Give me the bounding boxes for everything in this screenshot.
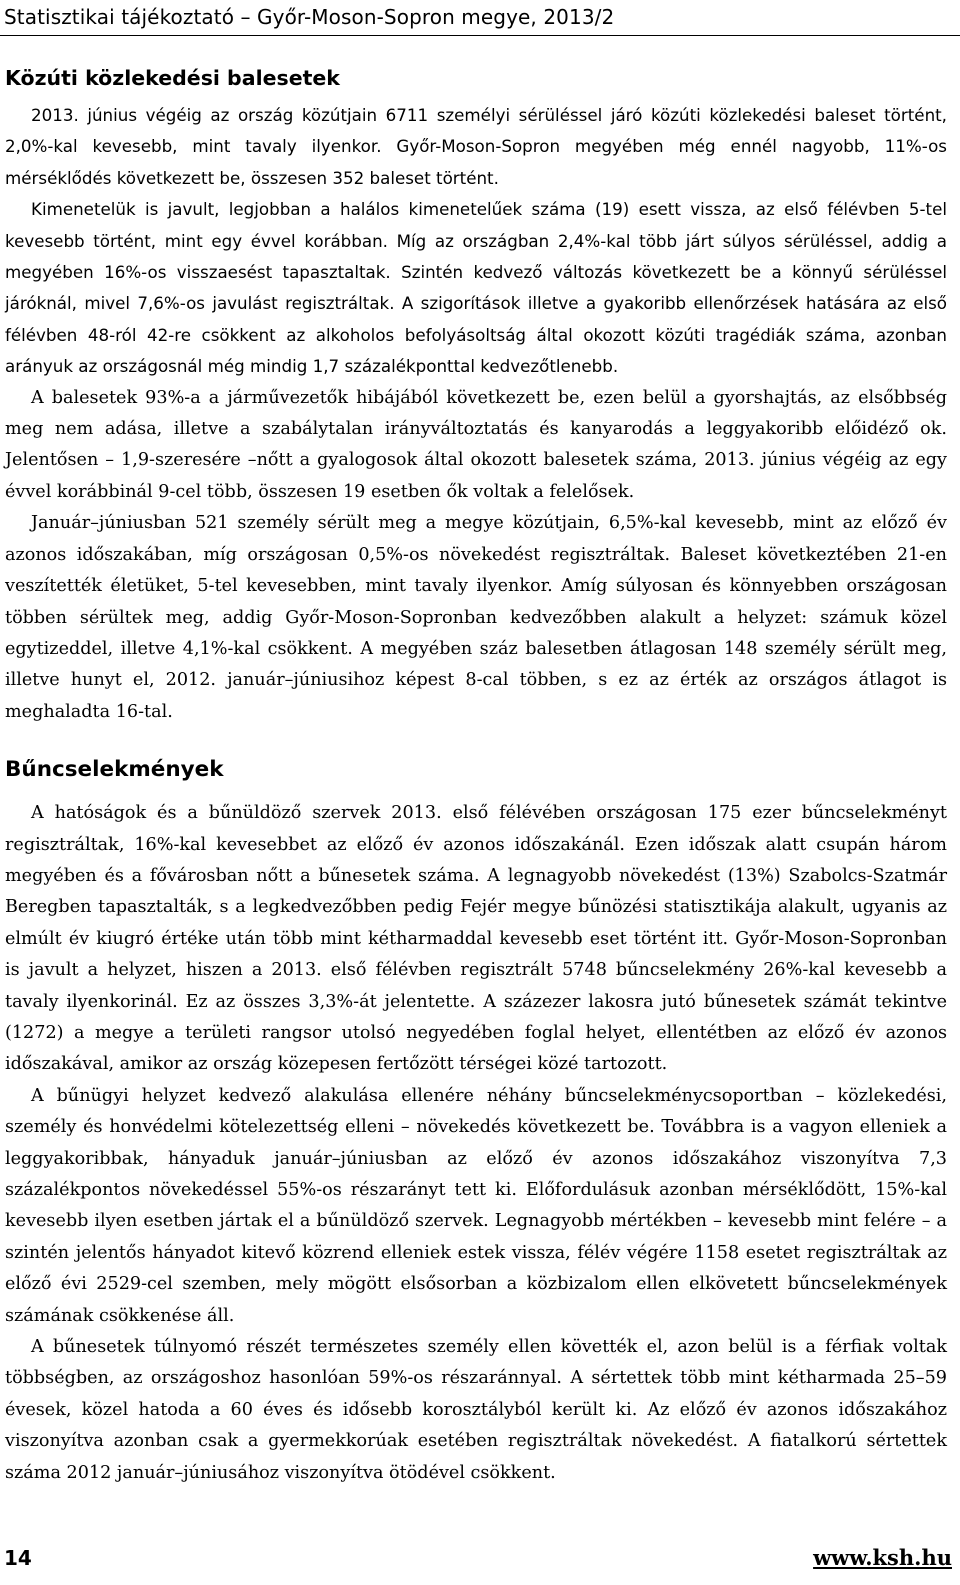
section-title-crimes: Bűncselekmények xyxy=(5,757,224,783)
page-footer xyxy=(0,1540,960,1585)
paragraph: A hatóságok és a bűnüldöző szervek 2013. első félévében országosan 175 ezer bűncselekményt regisztráltak, 16%-kal kevesebbet az előző év azonos időszakánál. Ezen időszak alatt csupán három megyében és a fővárosban nőtt a bűnesetek száma. A legnagyobb növekedést (13%) Szabolcs-Szatmár Beregben tapasztalták, s a legkedvezőbben pedig Fejér megye bűnözési statisztikája alakult, ugyanis az elmúlt év kiugró értéke után több mint kétharmaddal kevesebb eset történt itt. Győr-Moson-Sopronban is javult a helyzet, hiszen a 2013. első félévben regisztrált 5748 bűncselekmény 26%-kal kevesebb a tavaly ilyenkorinál. Ez az összes 3,3%-át jelentette. A százezer lakosra jutó bűnesetek számát tekintve (1272) a megye a területi rangsor utolsó negyedében foglal helyet, ellentétben az előző év azonos időszakával, amikor az ország közepesen fertőzött térségei közé tartozott. xyxy=(5,803,947,1075)
paragraph: A balesetek 93%-a a járművezetők hibájából következett be, ezen belül a gyorshajtás, az elsőbbség meg nem adása, illetve a szabálytalan irányváltoztatás és kanyarodás a leggyakoribb előidéző ok. Jelentősen – 1,9-szeresére –nőtt a gyalogosok által okozott balesetek száma, 2013. június végéig az egy évvel korábbinál 9-cel több, összesen 19 esetben ők voltak a felelősek. xyxy=(5,387,947,502)
page-number: 14 xyxy=(4,1546,32,1570)
page-content xyxy=(5,52,947,1489)
running-header-title: Statisztikai tájékoztató – Győr-Moson-Sopron megye, 2013/2 xyxy=(4,5,615,29)
paragraph: Kimenetelük is javult, legjobban a halálos kimenetelűek száma (19) esett vissza, az első félévben 5-tel kevesebb történt, mint egy évvel korábban. Míg az országban 2,4%-kal több járt súlyos sérüléssel, addig a megyében 16%-os visszaesést tapasztaltak. Szintén kedvező változás következett be a könnyű sérüléssel járóknál, mivel 7,6%-os javulást regisztráltak. A szigorítások illetve a gyakoribb ellenőrzések hatására az első félévben 48-ról 42-re csökkent az alkoholos befolyásoltság által okozott közúti tragédiák száma, azonban arányuk az országosnál még mindig 1,7 százalékponttal kedvezőtlenebb. xyxy=(5,199,947,377)
paragraph: A bűnesetek túlnyomó részét természetes személy ellen követték el, azon belül is a férfiak voltak többségben, az országoshoz hasonlóan 59%-os részaránnyal. A sértettek több mint kétharmada 25–59 évesek, közel hatoda a 60 éves és idősebb korosztályból került ki. Az előző év azonos időszakához viszonyítva azonban csak a gyermekkorúak esetében regisztráltak növekedést. A fiatalkorú sértettek száma 2012 január–júniusához viszonyítva ötödével csökkent. xyxy=(5,1337,947,1483)
paragraph: Január–júniusban 521 személy sérült meg a megye közútjain, 6,5%-kal kevesebb, mint az előző év azonos időszakában, míg országosan 0,5%-os növekedést regisztráltak. Baleset következtében 21-en veszítették életüket, 5-tel kevesebben, mint tavaly ilyenkor. Amíg súlyosan és könnyebben országosan többen sérültek meg, addig Győr-Moson-Sopronban kedvezőbben alakult a helyzet: számuk közel egytizeddel, illetve 4,1%-kal csökkent. A megyében száz balesetben átlagosan 148 személy sérült meg, illetve hunyt el, 2012. január–júniusihoz képest 8-cal többen, s ez az érték az országos átlagot is meghaladta 16-tal. xyxy=(5,513,947,722)
paragraph: 2013. június végéig az ország közútjain 6711 személyi sérüléssel járó közúti közlekedési baleset történt, 2,0%-kal kevesebb, mint tavaly ilyenkor. Győr-Moson-Sopron megyében még ennél nagyobb, 11%-os mérséklődés következett be, összesen 352 baleset történt. xyxy=(5,105,947,188)
website-link[interactable]: www.ksh.hu xyxy=(813,1545,952,1570)
paragraph: A bűnügyi helyzet kedvező alakulása ellenére néhány bűncselekménycsoportban – közlekedési, személy és honvédelmi kötelezettség elleni – növekedés következett be. Továbbra is a vagyon elleniek a leggyakoribbak, hányaduk január–júniusban az előző év azonos időszakához viszonyítva 7,3 százalékpontos növekedéssel 55%-os részarányt tett ki. Előfordulásuk azonban mérséklődött, 15%-kal kevesebb ilyen esetben jártak el a bűnüldöző szervek. Legnagyobb mértékben – kevesebb mint felére – a szintén jelentős hányadot kitevő közrend elleniek estek vissza, félév végére 1158 esetet regisztráltak az előző évi 2529-cel szemben, mely mögött elsősorban a közbizalom ellen elkövetett bűncselekmények számának csökkenése áll. xyxy=(5,1085,947,1326)
section-title-traffic-accidents: Közúti közlekedési balesetek xyxy=(5,66,340,90)
header-divider xyxy=(0,35,960,36)
